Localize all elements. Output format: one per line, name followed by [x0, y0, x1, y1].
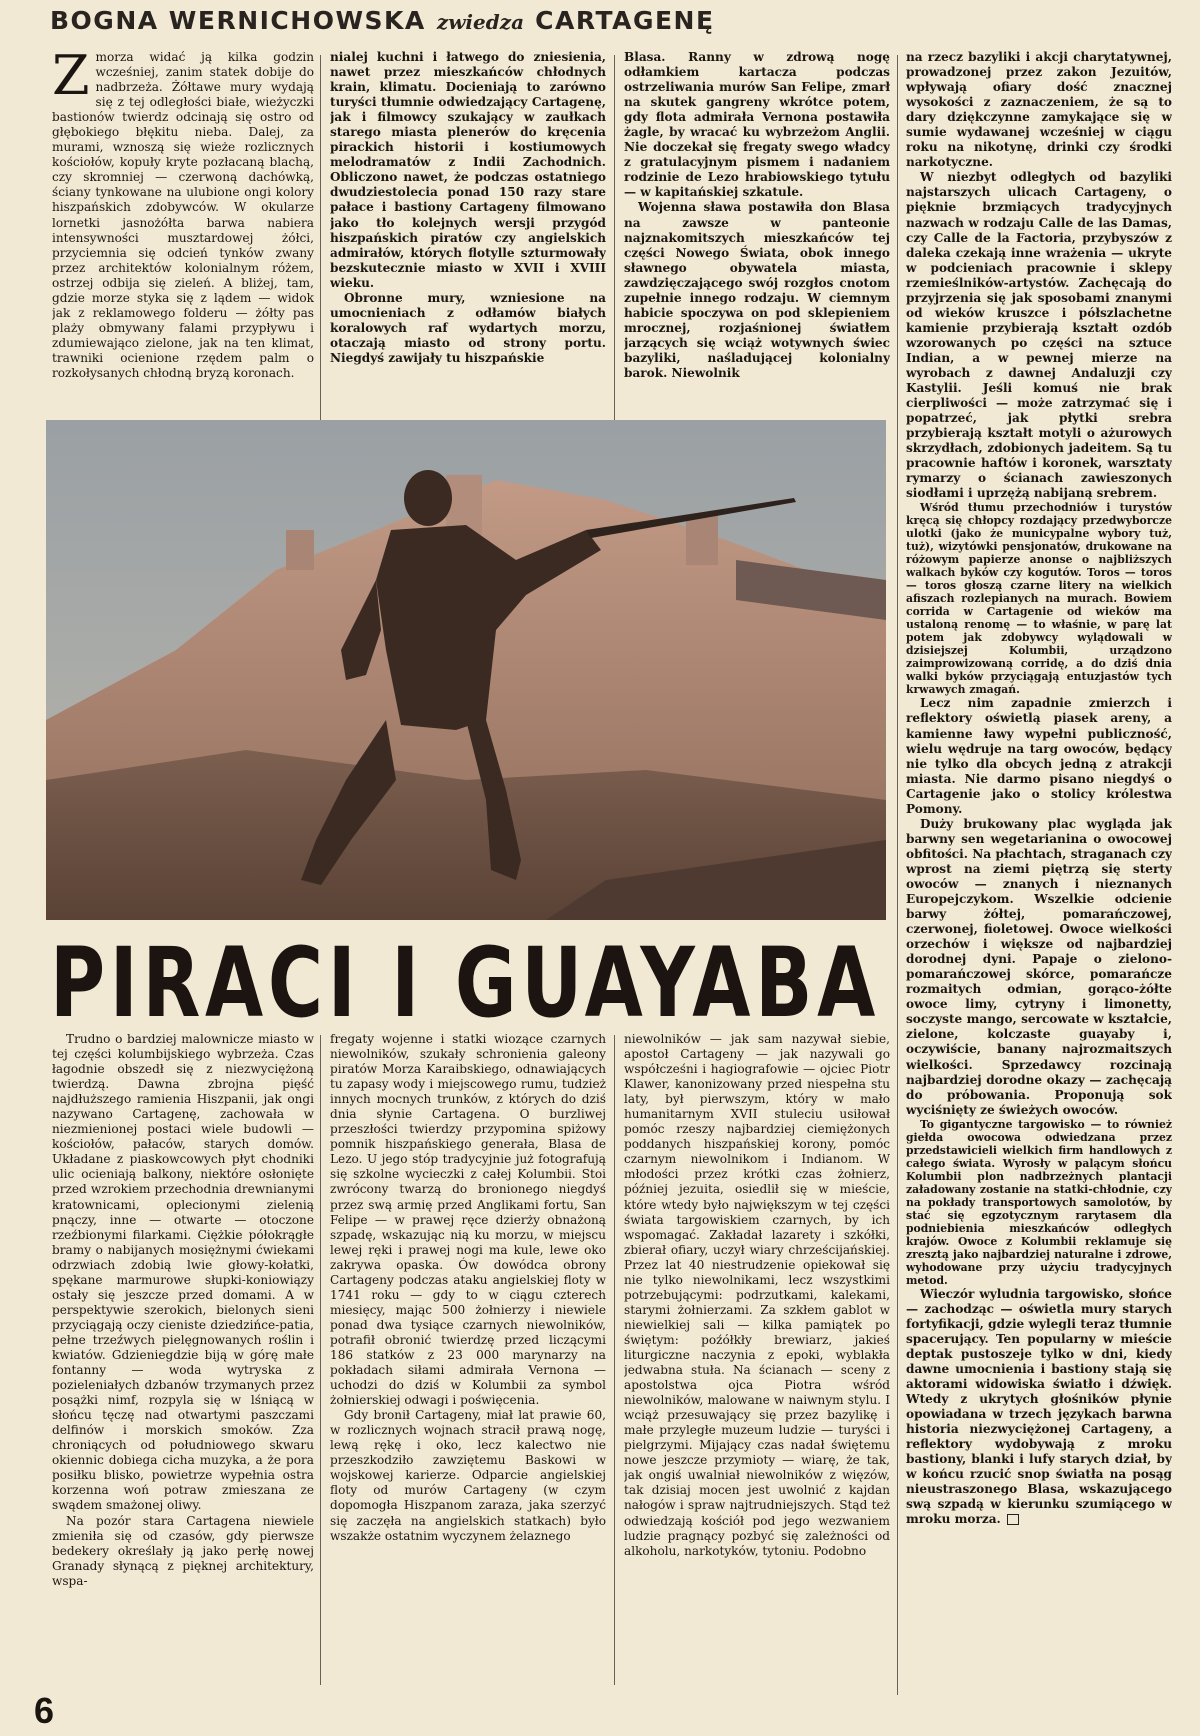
column-rule: [614, 1035, 615, 1685]
paragraph: morza widać ją kilka godzin wcześniej, zanim statek dobije do nadbrzeża. Żółtawe mury wydają się z tej odległości białe, wieżyczki bastionów twierdz odcinają się ostro od głębokiego błękitu nieba. Dalej, za murami, wznoszą się wieże rozlicznych kościołów, kopuły kryte pozłacaną blachą, czy skromniej — czerwoną dachówką, ściany tynkowane na ulubione ongi kolory hiszpańskich zdobywców. W okularze lornetki jasnożółta barwa nabiera intensywności musztardowej żółci, przyciemnia się odcień tynków zwany przez architektów kolonialnym różem, ostrzej odbija się zieleń. A bliżej, tam, gdzie morze styka się z lądem — widok jak z reklamowego folderu — żółty pas plaży obmywany falami przypływu i zdumiewająco zielone, jak na ten klimat, trawniki ocienione rzędem palm o rozkołysanych chłodną bryzą koronach.: [52, 50, 314, 380]
top-column-2: [330, 50, 606, 418]
paragraph: Obronne mury, wzniesione na umocnieniach z odłamów białych koralowych raf wydartych morzu, otaczają miasto od strony portu. Niegdyś zawijały tu hiszpańskie: [330, 290, 606, 365]
paragraph: Wojenna sława postawiła don Blasa na zawsze w panteonie najznakomitszych mieszkańców tej części Nowego Świata, obok innego sławnego obywatela miasta, zawdzięczającego swój rozgłos cnotom zupełnie innego rodzaju. W ciemnym habicie spoczywa on pod sklepieniem mrocznej, rozjaśnionej światłem jarzących się wciąż wotywnych świec bazyliki, naśladującej kolonialny barok. Niewolnik: [624, 200, 890, 380]
paragraph: nialej kuchni i łatwego do zniesienia, nawet przez mieszkańców chłodnych krain, klimatu. Docieniają to zarówno turyści tłumnie odwiedzający Cartagenę, jak i filmowcy szukający w zaułkach starego miasta plenerów do kręcenia pirackich historii i kostiumowych melodramatów z Indii Zachodnich. Obliczono nawet, że podczas ostatniego dwudziestolecia ponad 150 razy stare pałace i bastiony Cartageny filmowano jako tło kolejnych wersji przygód hiszpańskich piratów czy angielskich admirałów, których flotylle szturmowały bezskutecznie miasto w XVII i XVIII wieku.: [330, 50, 606, 290]
paragraph: na rzecz bazyliki i akcji charytatywnej, prowadzonej przez zakon Jezuitów, wpływają ofiary dość znacznej wysokości z zaznaczeniem, że są to dary dziękczynne zamykające się w sumie wydawanej wcześniej w ciągu roku na nikotynę, drinki czy środki narkotyczne.: [906, 50, 1172, 170]
article-header: [50, 6, 1170, 46]
header-place: CARTAGENĘ: [535, 6, 715, 35]
paragraph: Na pozór stara Cartagena niewiele zmieniła się od czasów, gdy pierwsze bedekery określały ją jako perłę nowej Granady słynącą z pięknej architektury, wspa-: [52, 1513, 314, 1588]
paragraph: Trudno o bardziej malownicze miasto w tej części kolumbijskiego wybrzeża. Czas łagodnie obszedł się z niezwyciężoną twierdzą. Dawna zbrojna pięść najdłuższego ramienia Hiszpanii, jak ongi nazywano Cartagenę, zachowała w niezmienionej postaci wiele budowli — kościołów, pałaców, starych domów. Układane z piaskowcowych płyt chodniki ulic ocieniają balkony, niektóre osłonięte przed wzrokiem przechodnia drewnianymi kratownicami, oplecionymi zielenią pnączy, inne — otwarte — otoczone rzeźbionymi filarkami. Ciężkie półokrągłe bramy o nabijanych mosiężnymi ćwiekami odrzwiach zdobią lwie głowy-kołatki, spękane marmurowe słupki-koniowiązy ostały się jeszcze przed domami. A w perspektywie szerokich, bielonych sieni przyciągają oczy cieniste dziedzińce-patia, pełne trzeźwych pielęgnowanych roślin i kwiatów. Gdzieniegdzie biją w górę małe fontanny — woda wytryska z pozieleniałych dzbanów trzymanych przez posążki nimf, rozpyla się w lśniącą w słońcu tęczę nad otwartymi paszczami delfinów i morskich smoków. Zza chroniących od południowego skwaru okiennic dobiega cicha muzyka, a że pora posiłku blisko, powietrze wypełnia ostra korzenna woń potraw zmieszana ze swądem smażonej oliwy.: [52, 1032, 314, 1513]
title-text: PIRACI I GUAYABA: [50, 928, 880, 1033]
bottom-column-2: [330, 1032, 606, 1692]
right-column: [906, 50, 1172, 1700]
title-graphic: [40, 928, 890, 1033]
column-rule: [320, 1035, 321, 1685]
paragraph: Duży brukowany plac wygląda jak barwny sen wegetarianina o owocowej obfitości. Na płachtach, straganach czy wprost na ziemi piętrzą się sterty owoców — znanych i nieznanych Europejczykom. Wszelkie odcienie barwy żółtej, pomarańczowej, czerwonej, fioletowej. Owoce wielkości orzechów i większe od najbardziej dorodnej dyni. Papaje o zielono-pomarańczowej skórce, pomarańcze rozmaitych odmian, gorąco-żółte owoce limy, cytryny i limonetty, soczyste mango, sercowate w kształcie, zielone, kolczaste guayaby i, oczywiście, banany najrozmaitszych wielkości. Sprzedawcy rozcinają najbardziej dorodne okazy — zachęcają do próbowania. Proponują sok wyciśnięty ze świeżych owoców.: [906, 816, 1172, 1117]
column-rule: [320, 55, 321, 420]
header-connector: zwiedza: [436, 10, 525, 34]
closing-paragraph: Wieczór wyludnia targowisko, słońce — zachodząc — oświetla mury starych fortyfikacji, gdzie wylegli teraz tłumnie spacerujący. Ten popularny w mieście deptak pustoszeje tylko w dni, kiedy dawne umocnienia i bastiony stają się aktorami widowiska światło i dźwięk. Wtedy z ukrytych głośników płynie opowiadana w trzech językach barwna historia niezwyciężonej Cartageny, a reflektory wydobywają z mroku bastiony, blanki i lufy starych dział, by w końcu rzucić snop światła na posąg nieustraszonego Blasa, wskazującego swą szpadą w kierunku szumiącego w mroku morza.: [906, 1286, 1172, 1527]
paragraph: Gdy bronił Cartageny, miał lat prawie 60, w rozlicznych wojnach stracił prawą nogę, lewą rękę i oko, lecz kalectwo nie przeszkodziło zawziętemu Baskowi w wojskowej karierze. Odparcie angielskiej floty od murów Cartageny (w czym dopomogła Hiszpanom zaraza, jaka szerzyć się zaczęła na angielskich statkach) było wszakże ostatnim wyczynem żelaznego: [330, 1408, 606, 1543]
page-number: 6: [34, 1690, 55, 1731]
end-mark: [1007, 1514, 1019, 1525]
small-print-paragraph: Wśród tłumu przechodniów i turystów kręcą się chłopcy rozdający przedwyborcze ulotki (jako że municypalne wybory tuż, tuż), wizytówki pensjonatów, drukowane na różowym papierze anonse o najbliższych walkach byków czy kogutów. Toros — toros — toros głoszą czarne litery na wielkich afiszach rozlepianych na murach. Bowiem corrida w Cartagenie od wieków ma ustaloną renomę — to właśnie, w parę lat potem jak zdobywcy wylądowali w dzisiejszej Kolumbii, urządzono zaimprowizowaną corridę, a do dziś dnia walki byków przyciągają entuzjastów tych krwawych zmagań.: [906, 501, 1172, 697]
paragraph: niewolników — jak sam nazywał siebie, apostoł Cartageny — jak nazywali go współcześni i hagiografowie — ojciec Piotr Klawer, kanonizowany przed niespełna stu laty, był pierwszym, który w mało humanitarnym XVII stuleciu usiłował pomóc rzeszy najbardziej ciemiężonych poddanych hiszpańskiej korony, pomóc czarnym niewolnikom i Indianom. W młodości przez krótki czas żołnierz, później jezuita, osiedlił się w mieście, które wtedy było największym w tej części świata targowiskiem czarnych, by ich wspomagać. Zakładał lazarety i szkółki, zbierał ofiary, uczył wiary chrześcijańskiej. Przez lat 40 niestrudzenie opiekował się nie tylko niewolnikami, lecz wszystkimi potrzebującymi: podrzutkami, kalekami, starymi żołnierzami. Za szkłem gablot w niewielkiej sali — kilka pamiątek po świętym: poźółkły brewiarz, jakieś liturgiczne naczynia z epoki, wyblakła jedwabna stuła. Na ścianach — sceny z apostolstwa ojca Piotra wśród niewolników, malowane w naiwnym stylu. I wciąż przesuwający się przez bazylikę i małe przyległe muzeum ludzie — turyści i pielgrzymi. Mijający czas nadał świętemu nowe jeszcze przymioty — wiarę, że tak, jak ongiś uwalniał niewolników z więzów, tak dzisiaj mocen jest uwolnić z kajdan nałogów i spraw najtrudniejszych. Stąd też odwiedzają kościół pod jego wezwaniem ludzie pragnący pozbyć się zależności od alkoholu, narkotyków, tytoniu. Podobno: [624, 1032, 890, 1558]
paragraph: [906, 1287, 1172, 1528]
top-column-1: [52, 50, 314, 480]
bottom-column-3: [624, 1032, 890, 1692]
small-print-paragraph: To gigantyczne targowisko — to również giełda owocowa odwiedzana przez przedstawicieli wielkich firm handlowych z całego świata. Wyrosły w palącym słońcu Kolumbii plon nadbrzeżnych plantacji załadowany zostanie na statki-chłodnie, czy na pokłady transportowych samolotów, by stać się egzotycznym rarytasem dla podniebienia mieszkańców odległych krajów. Owoce z Kolumbii reklamuje się zresztą jako najbardziej naturalne i zdrowe, wyhodowane przy użyciu tradycyjnych metod.: [906, 1117, 1172, 1287]
author-name: BOGNA WERNICHOWSKA: [50, 6, 426, 35]
article-title: [40, 928, 890, 1033]
paragraph: Blasa. Ranny w zdrową nogę odłamkiem kartacza podczas ostrzeliwania murów San Felipe, zmarł na skutek gangreny wkrótce potem, gdy flota admirała Vernona postawiła żagle, by wracać ku wybrzeżom Anglii. Nie doczekał się fregaty swego władcy z gratulacyjnym pismem i nadaniem rodzinie de Lezo hrabiowskiego tytułu — w kapitańskiej szkatule.: [624, 50, 890, 200]
statue-illustration: [46, 420, 886, 920]
statue-photo: [46, 420, 886, 920]
column-rule: [897, 55, 898, 1695]
paragraph: fregaty wojenne i statki wiozące czarnych niewolników, szukały schronienia galeony piratów Morza Karaibskiego, odnawiających tu zapasy wody i miejscowego rumu, tudzież innych mocnych trunków, z których do dziś dnia słynie Cartagena. O burzliwej przeszłości twierdzy przypomina spiżowy pomnik hiszpańskiego generała, Blasa de Lezo. U jego stóp tradycyjnie już fotografują się szkolne wycieczki z całej Kolumbii. Stoi zwrócony twarzą do bronionego niegdyś przez swą armię przed Anglikami fortu, San Felipe — w prawej ręce dzierży obnażoną szpadę, wskazując nią ku morzu, w miejscu lewej ręki i prawej nogi ma kule, lewe oko zakrywa opaska. Ów dowódca obrony Cartageny podczas ataku angielskiej floty w 1741 roku — gdy to w ciągu czterech miesięcy, mając 500 żołnierzy i niewiele ponad dwa tysiące czarnych niewolników, potrafił obronić twierdzę przed liczącymi 186 statków z 23 000 marynarzy na pokładach siłami admirała Vernona — uchodzi do dziś w Kolumbii za symbol żołnierskiej odwagi i poświęcenia.: [330, 1032, 606, 1408]
paragraph: Lecz nim zapadnie zmierzch i reflektory oświetlą piasek areny, a kamienne ławy wypełni publiczność, wielu wędruje na targ owoców, będący nie tylko dla obcych jedną z atrakcji miasta. Nie darmo pisano niegdyś o Cartagenie jako o stolicy królestwa Pomony.: [906, 696, 1172, 816]
paragraph: W niezbyt odległych od bazyliki najstarszych ulicach Cartageny, o pięknie brzmiących tradycyjnych nazwach w rodzaju Calle de las Damas, czy Calle de la Factoria, przybyszów z daleka czekają inne wrażenia — ukryte w podcieniach pracownie i sklepy rzemieślników-artystów. Zachęcają do przyjrzenia się jak sposobami znanymi od wieków kruszce i półszlachetne kamienie przybierają kształt ozdób wzorowanych po części na sztuce Indian, a w pewnej mierze na wyrobach z dawnej Andaluzji czy Kastylii. Jeśli komuś nie brak cierpliwości — może zatrzymać się i popatrzeć, jak płytki srebra przybierają kształt motyli o ażurowych skrzydłach, zdobionych jadeitem. Są tu pracownie haftów i koronek, warsztaty rymarzy o ścianach zawieszonych siodłami i uprzężą nabijaną srebrem.: [906, 170, 1172, 501]
column-rule: [614, 55, 615, 420]
top-column-3: [624, 50, 890, 418]
drop-cap: Z: [52, 50, 90, 107]
bottom-column-1: [52, 1032, 314, 1692]
